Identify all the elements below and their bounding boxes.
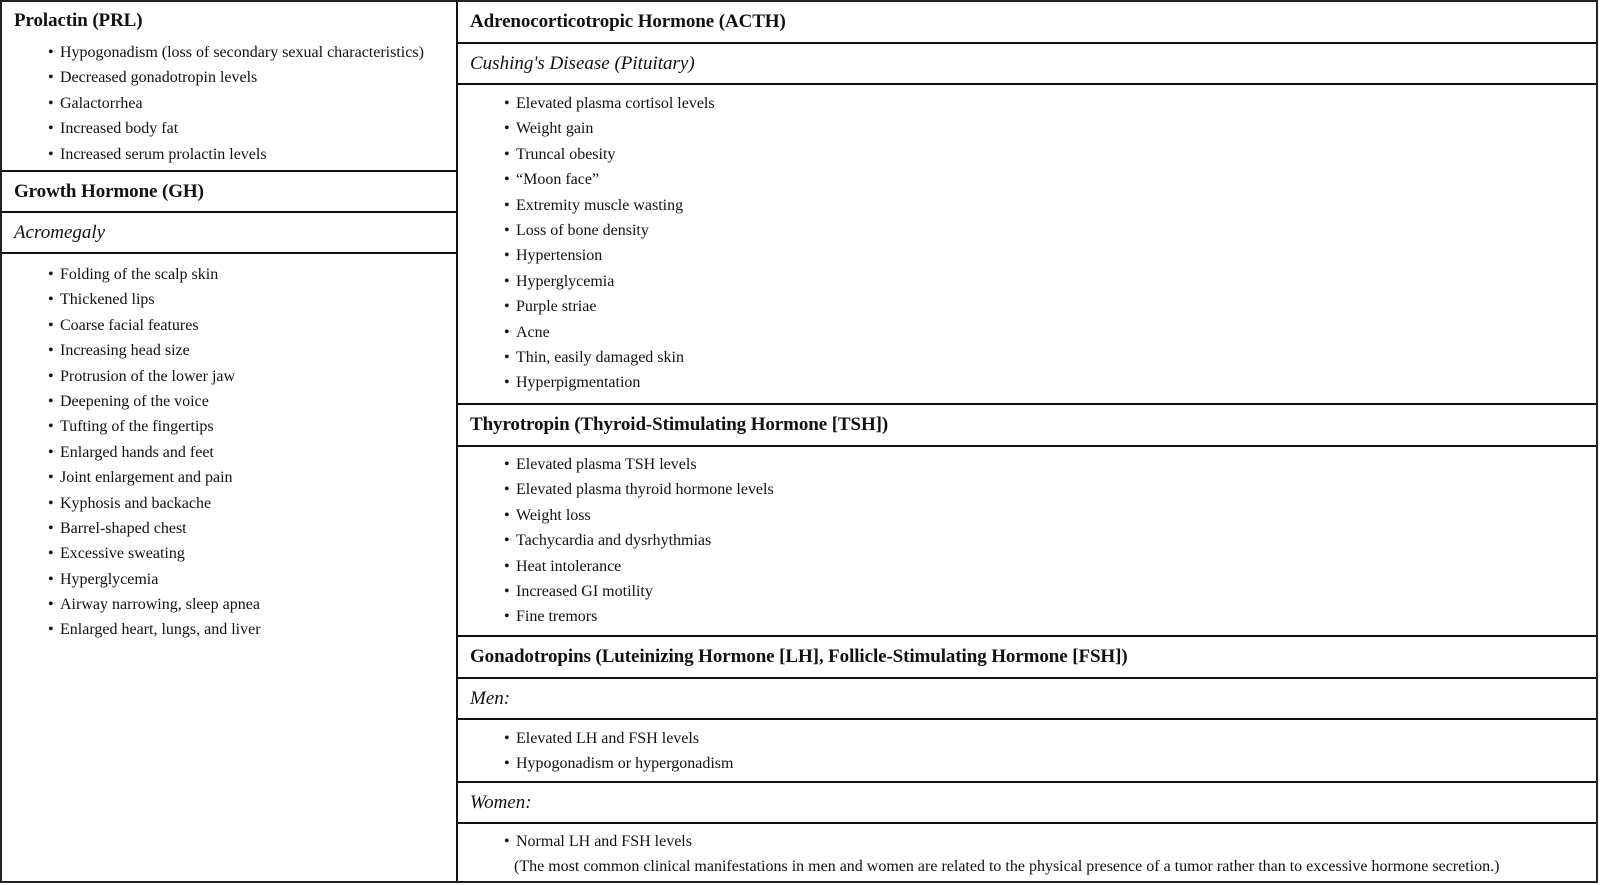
list-item — [48, 116, 456, 141]
women-subtitle: Women: — [470, 791, 532, 813]
list-item-text: Fine tremors — [516, 608, 598, 626]
list-item — [504, 452, 1596, 477]
list-item-text: Kyphosis and backache — [60, 494, 212, 512]
bullet-icon: • — [48, 266, 54, 283]
bullet-icon: • — [504, 374, 510, 392]
bullet-icon: • — [504, 481, 510, 499]
acromegaly-subheader — [2, 213, 456, 254]
acth-header — [458, 2, 1596, 44]
list-item-text: Enlarged hands and feet — [60, 443, 214, 461]
women-list — [458, 829, 1596, 854]
list-item-text: Elevated plasma TSH levels — [516, 456, 697, 473]
list-item-text: Deepening of the voice — [60, 392, 209, 410]
prolactin-list — [2, 40, 456, 167]
bullet-icon: • — [504, 196, 510, 214]
list-item-text: Joint enlargement and pain — [60, 469, 233, 487]
list-item — [504, 167, 1596, 192]
list-item — [48, 40, 456, 65]
bullet-icon: • — [48, 596, 54, 614]
bullet-icon: • — [504, 730, 510, 747]
list-item — [504, 116, 1596, 141]
bullet-icon: • — [48, 418, 54, 436]
list-item-text: Elevated LH and FSH levels — [516, 730, 700, 747]
bullet-icon: • — [504, 348, 510, 366]
list-item-text: Airway narrowing, sleep apnea — [60, 596, 260, 614]
prolactin-section — [2, 2, 456, 172]
list-item-text: Weight loss — [516, 506, 591, 524]
list-item — [504, 751, 1596, 776]
list-item-text: Increased serum prolactin levels — [60, 145, 267, 163]
list-item — [504, 269, 1596, 294]
list-item — [48, 65, 456, 90]
list-item-text: Coarse facial features — [60, 316, 199, 334]
list-item — [504, 193, 1596, 218]
list-item-text: Increased body fat — [60, 120, 179, 138]
prolactin-title: Prolactin (PRL) — [14, 10, 143, 31]
growth-hormone-header — [2, 172, 456, 213]
list-item — [48, 491, 456, 516]
list-item-text: Elevated plasma thyroid hormone levels — [516, 481, 774, 499]
list-item — [48, 414, 456, 439]
list-item — [504, 554, 1596, 579]
bullet-icon: • — [48, 519, 54, 537]
bullet-icon: • — [504, 145, 510, 163]
right-column — [458, 2, 1596, 881]
women-subheader — [458, 783, 1596, 824]
growth-hormone-title: Growth Hormone (GH) — [14, 180, 204, 202]
list-item-text: Acne — [516, 323, 550, 341]
bullet-icon: • — [504, 608, 510, 626]
list-item-text: Hyperglycemia — [60, 570, 159, 588]
bullet-icon: • — [48, 44, 54, 61]
list-item — [504, 604, 1596, 629]
bullet-icon: • — [504, 582, 510, 600]
clinical-note: (The most common clinical manifestations in men and women are related to the physical presence of a tumor rather than to excessive hormone secretion.) — [514, 858, 1500, 876]
bullet-icon: • — [48, 392, 54, 410]
list-item — [48, 617, 456, 642]
gonadotropins-title: Gonadotropins (Luteinizing Hormone [LH], Follicle-Stimulating Hormone [FSH]) — [470, 646, 1128, 667]
list-item-text: Elevated plasma cortisol levels — [516, 95, 715, 112]
list-item-text: Normal LH and FSH levels — [516, 833, 692, 850]
list-item-text: Truncal obesity — [516, 145, 616, 163]
list-item — [504, 218, 1596, 243]
bullet-icon: • — [504, 272, 510, 290]
list-item-text: Hypogonadism or hypergonadism — [516, 755, 734, 773]
bullet-icon: • — [504, 833, 510, 850]
list-item — [48, 142, 456, 167]
list-item-text: Decreased gonadotropin levels — [60, 69, 258, 87]
bullet-icon: • — [504, 755, 510, 773]
bullet-icon: • — [504, 247, 510, 265]
bullet-icon: • — [48, 145, 54, 163]
list-item — [48, 91, 456, 116]
men-section — [458, 720, 1596, 783]
acth-title: Adrenocorticotropic Hormone (ACTH) — [470, 11, 786, 32]
list-item-text: Folding of the scalp skin — [60, 266, 219, 283]
list-item — [504, 320, 1596, 345]
cushings-subtitle: Cushing's Disease (Pituitary) — [470, 52, 695, 74]
list-item-text: Hyperpigmentation — [516, 374, 641, 392]
tsh-header — [458, 405, 1596, 447]
women-section — [458, 824, 1596, 881]
list-item — [48, 465, 456, 490]
list-item — [504, 345, 1596, 370]
list-item — [504, 477, 1596, 502]
acromegaly-section — [2, 254, 456, 881]
bullet-icon: • — [48, 545, 54, 563]
bullet-icon: • — [48, 367, 54, 385]
left-column — [2, 2, 458, 881]
acromegaly-subtitle: Acromegaly — [14, 221, 106, 243]
acth-list — [458, 91, 1596, 396]
list-item-text: Tufting of the fingertips — [60, 418, 214, 436]
list-item — [504, 370, 1596, 395]
bullet-icon: • — [504, 171, 510, 189]
acth-section — [458, 85, 1596, 405]
list-item-text: Barrel-shaped chest — [60, 519, 187, 537]
cushings-subheader — [458, 44, 1596, 85]
bullet-icon: • — [48, 120, 54, 138]
bullet-icon: • — [504, 456, 510, 473]
bullet-icon: • — [48, 342, 54, 360]
list-item — [48, 287, 456, 312]
list-item-text: Heat intolerance — [516, 557, 622, 575]
list-item-text: Hypertension — [516, 247, 603, 265]
bullet-icon: • — [48, 316, 54, 334]
list-item-text: Protrusion of the lower jaw — [60, 367, 236, 385]
men-list — [458, 726, 1596, 777]
tsh-title: Thyrotropin (Thyroid-Stimulating Hormone [TSH]) — [470, 414, 889, 435]
list-item — [48, 313, 456, 338]
list-item — [48, 541, 456, 566]
list-item-text: Thin, easily damaged skin — [516, 348, 684, 366]
list-item-text: Extremity muscle wasting — [516, 196, 684, 214]
bullet-icon: • — [504, 532, 510, 550]
list-item-text: Purple striae — [516, 298, 597, 316]
list-item — [48, 516, 456, 541]
bullet-icon: • — [48, 69, 54, 87]
list-item — [504, 726, 1596, 751]
bullet-icon: • — [504, 323, 510, 341]
bullet-icon: • — [504, 557, 510, 575]
bullet-icon: • — [504, 506, 510, 524]
list-item — [48, 440, 456, 465]
bullet-icon: • — [48, 570, 54, 588]
list-item — [504, 142, 1596, 167]
tsh-list — [458, 452, 1596, 630]
bullet-icon: • — [504, 95, 510, 112]
list-item — [504, 91, 1596, 116]
bullet-icon: • — [48, 94, 54, 112]
list-item-text: Thickened lips — [60, 291, 155, 309]
list-item — [48, 592, 456, 617]
bullet-icon: • — [48, 443, 54, 461]
tsh-section — [458, 447, 1596, 637]
list-item-text: Enlarged heart, lungs, and liver — [60, 621, 261, 639]
bullet-icon: • — [48, 494, 54, 512]
bullet-icon: • — [504, 120, 510, 138]
list-item-text: Tachycardia and dysrhythmias — [516, 532, 712, 550]
bullet-icon: • — [48, 291, 54, 309]
list-item-text: Loss of bone density — [516, 221, 649, 239]
list-item — [48, 567, 456, 592]
list-item — [504, 294, 1596, 319]
bullet-icon: • — [504, 221, 510, 239]
list-item-text: Hypogonadism (loss of secondary sexual characteristics) — [60, 44, 424, 61]
list-item — [48, 262, 456, 287]
list-item-text: “Moon face” — [516, 171, 600, 189]
list-item — [504, 503, 1596, 528]
list-item — [504, 579, 1596, 604]
list-item-text: Increased GI motility — [516, 582, 653, 600]
bullet-icon: • — [48, 469, 54, 487]
list-item-text: Increasing head size — [60, 342, 190, 360]
men-subheader — [458, 679, 1596, 720]
list-item-text: Galactorrhea — [60, 94, 143, 112]
bullet-icon: • — [48, 621, 54, 639]
list-item — [504, 243, 1596, 268]
list-item-text: Excessive sweating — [60, 545, 185, 563]
list-item — [504, 829, 1596, 854]
list-item — [48, 338, 456, 363]
acromegaly-list — [2, 262, 456, 643]
list-item-text: Hyperglycemia — [516, 272, 615, 290]
list-item — [504, 528, 1596, 553]
men-subtitle: Men: — [470, 687, 511, 709]
gonadotropins-header — [458, 637, 1596, 679]
list-item — [48, 389, 456, 414]
bullet-icon: • — [504, 298, 510, 316]
list-item — [48, 364, 456, 389]
list-item-text: Weight gain — [516, 120, 594, 138]
